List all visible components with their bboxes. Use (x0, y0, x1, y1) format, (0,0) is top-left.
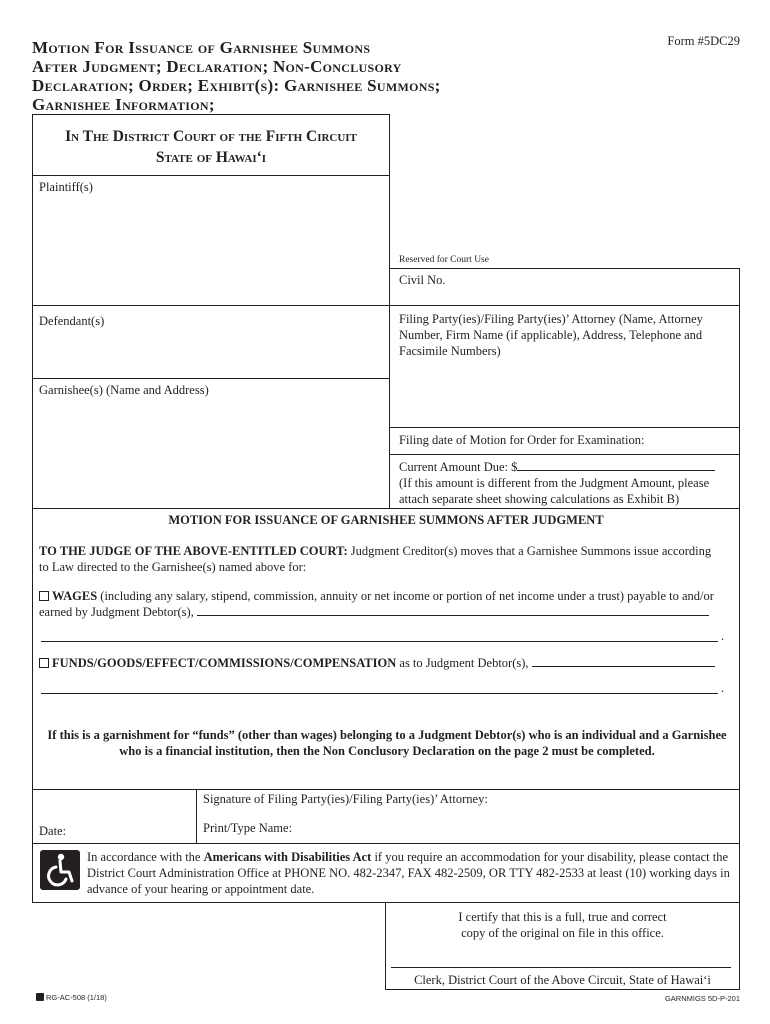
to-judge-bold: TO THE JUDGE OF THE ABOVE-ENTITLED COURT: (39, 544, 348, 558)
form-title-line: After Judgment; Declaration; Non-Conclusory (32, 57, 402, 76)
funds-debtor-field[interactable] (532, 655, 715, 667)
period: . (721, 681, 725, 695)
ada-text-line: District Court Administration Office at PHONE NO. 482-2347, FAX 482-2509, OR TTY 482-2533 at least (10) working days in (87, 866, 730, 880)
court-state: State of Hawai‘i (155, 149, 267, 166)
amount-due (399, 459, 735, 507)
divider (32, 305, 390, 306)
to-judge-text-2: to Law directed to the Garnishee(s) named above for: (39, 560, 307, 574)
divider (196, 789, 197, 844)
signature-label: Signature of Filing Party(ies)/Filing Party(ies)’ Attorney: (203, 792, 488, 806)
clerk-label: Clerk, District Court of the Above Circuit, State of Hawai‘i (414, 973, 711, 987)
wages-debtor-field[interactable] (197, 604, 709, 616)
court-caption (32, 114, 390, 176)
form-title-line: Motion For Issuance of Garnishee Summons (32, 38, 371, 57)
to-judge-paragraph (39, 543, 735, 575)
wheelchair-icon (40, 850, 80, 890)
left-border (32, 175, 33, 509)
period: . (721, 629, 725, 643)
certify-border-bottom (385, 989, 740, 990)
divider (32, 378, 390, 379)
plaintiff-label: Plaintiff(s) (39, 180, 93, 194)
footer-right: GARNMIGS 5D-P-201 (664, 994, 740, 1003)
funds-checkbox[interactable] (39, 658, 49, 668)
amount-due-field[interactable] (517, 459, 715, 471)
filing-date-label: Filing date of Motion for Order for Examination: (399, 433, 645, 447)
reserved-label: Reserved for Court Use (399, 255, 489, 265)
certify-line: I certify that this is a full, true and correct (458, 910, 667, 924)
date-label: Date: (39, 824, 67, 838)
filing-party-line: Facsimile Numbers) (399, 344, 501, 358)
funds-option (39, 655, 735, 671)
financial-institution-notice (39, 727, 735, 759)
civil-no-label: Civil No. (399, 273, 446, 287)
form-title-line: Declaration; Order; Exhibit(s): Garnishee Summons; (32, 76, 441, 95)
defendant-label: Defendant(s) (39, 314, 105, 328)
filing-party-label (399, 311, 735, 359)
clerk-signature-line[interactable] (391, 967, 731, 968)
form-number: Form #5DC29 (667, 34, 740, 48)
to-judge-text: Judgment Creditor(s) moves that a Garnishee Summons issue according (347, 544, 712, 558)
notice-line: If this is a garnishment for “funds” (other than wages) belonging to a Judgment Debtor(s) who is an individual and a Garnishee (47, 728, 727, 742)
filing-party-line: Filing Party(ies)/Filing Party(ies)’ Attorney (Name, Attorney (399, 312, 703, 326)
certification-text (385, 909, 740, 941)
column-divider (389, 175, 390, 509)
divider (389, 268, 740, 269)
garnishee-label: Garnishee(s) (Name and Address) (39, 383, 209, 397)
wages-text-2: earned by Judgment Debtor(s), (39, 605, 197, 619)
motion-heading: MOTION FOR ISSUANCE OF GARNISHEE SUMMONS AFTER JUDGMENT (168, 513, 604, 527)
divider (389, 305, 740, 306)
filing-party-line: Number, Firm Name (if applicable), Address, Telephone and (399, 328, 703, 342)
wages-checkbox[interactable] (39, 591, 49, 601)
funds-label: FUNDS/GOODS/EFFECT/COMMISSIONS/COMPENSATION (52, 656, 397, 670)
form-title (32, 38, 592, 114)
wheelchair-icon (36, 993, 44, 1001)
amount-note-line: attach separate sheet showing calculations as Exhibit B) (399, 492, 680, 506)
wages-label: WAGES (52, 589, 98, 603)
print-name-label: Print/Type Name: (203, 821, 293, 835)
certify-line: copy of the original on file in this office. (461, 926, 664, 940)
ada-act-name: Americans with Disabilities Act (203, 850, 372, 864)
funds-text: as to Judgment Debtor(s), (396, 656, 532, 670)
ada-text (87, 849, 737, 897)
divider (389, 427, 740, 428)
footer-left (36, 993, 107, 1002)
wages-option (39, 588, 735, 620)
ada-text-post: if you require an accommodation for your disability, please contact the (371, 850, 729, 864)
form-title-line: Garnishee Information; (32, 95, 215, 114)
wages-continuation-line[interactable] (41, 641, 718, 642)
court-name: In The District Court of the Fifth Circuit (65, 128, 357, 145)
footer-form-code: RG-AC-508 (1/18) (46, 993, 107, 1002)
ada-text-line: advance of your hearing or appointment date. (87, 882, 315, 896)
amount-note-line: (If this amount is different from the Judgment Amount, please (399, 476, 710, 490)
divider (389, 454, 740, 455)
amount-due-label: Current Amount Due: $ (399, 460, 518, 474)
notice-line: who is a financial institution, then the Non Conclusory Declaration on the page 2 must be completed. (119, 744, 655, 758)
wages-text: (including any salary, stipend, commission, annuity or net income or portion of net income under a trust) payable to and/or (97, 589, 714, 603)
funds-continuation-line[interactable] (41, 693, 718, 694)
ada-text-pre: In accordance with the (87, 850, 204, 864)
